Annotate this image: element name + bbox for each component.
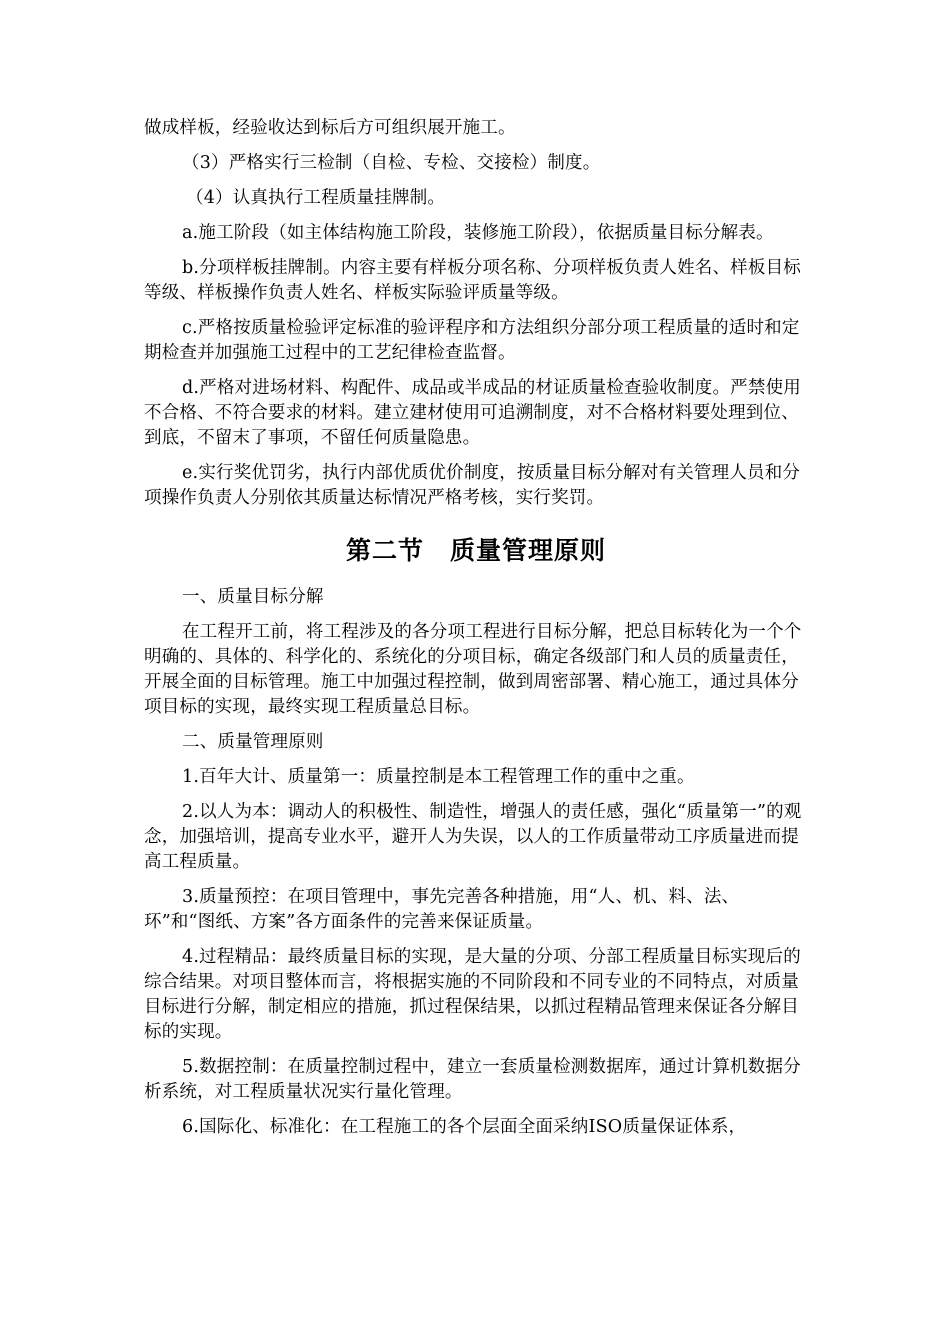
paragraph: b.分项样板挂牌制。内容主要有样板分项名称、分项样板负责人姓名、样板目标等级、样板操作负责人姓名、样板实际验评质量等级。 — [144, 258, 801, 303]
paragraph: 5.数据控制：在质量控制过程中，建立一套质量检测数据库，通过计算机数据分析系统，对工程质量状况实行量化管理。 — [144, 1057, 801, 1102]
paragraph: c.严格按质量检验评定标准的验评程序和方法组织分部分项工程质量的适时和定期检查并加强施工过程中的工艺纪律检查监督。 — [144, 318, 800, 363]
paragraph: 4.过程精品：最终质量目标的实现，是大量的分项、分部工程质量目标实现后的综合结果。对项目整体而言，将根据实施的不同阶段和不同专业的不同特点，对质量目标进行分解，制定相应的措施，抓过程保结果，以抓过程精品管理来保证各分解目标的实现。 — [144, 947, 801, 1042]
subheading: 一、质量目标分解 — [182, 587, 324, 607]
section-heading: 第二节 质量管理原则 — [345, 536, 606, 565]
paragraph: 做成样板，经验收达到标后方可组织展开施工。 — [144, 118, 516, 138]
subheading: 二、质量管理原则 — [182, 732, 324, 752]
paragraph: （3）严格实行三检制（自检、专检、交接检）制度。 — [182, 153, 601, 173]
paragraph: 2.以人为本：调动人的积极性、制造性，增强人的责任感，强化“质量第一”的观念，加强培训，提高专业水平，避开人为失误，以人的工作质量带动工序质量进而提高工程质量。 — [144, 802, 802, 872]
paragraph: d.严格对进场材料、构配件、成品或半成品的材证质量检查验收制度。严禁使用不合格、不符合要求的材料。建立建材使用可追溯制度，对不合格材料要处理到位、到底，不留末了事项，不留任何质量隐患。 — [144, 378, 801, 448]
paragraph: （4）认真执行工程质量挂牌制。 — [186, 188, 446, 208]
paragraph: 1.百年大计、质量第一：质量控制是本工程管理工作的重中之重。 — [182, 767, 695, 787]
paragraph: 在工程开工前，将工程涉及的各分项工程进行目标分解，把总目标转化为一个个明确的、具体的、科学化的、系统化的分项目标，确定各级部门和人员的质量责任，开展全面的目标管理。施工中加强过程控制，做到周密部署、精心施工，通过具体分项目标的实现，最终实现工程质量总目标。 — [144, 622, 802, 717]
paragraph: 3.质量预控：在项目管理中，事先完善各种措施，用“人、机、料、法、环”和“图纸、方案”各方面条件的完善来保证质量。 — [144, 887, 740, 932]
paragraph: 6.国际化、标准化：在工程施工的各个层面全面采纳ISO质量保证体系， — [182, 1117, 747, 1137]
paragraph: a.施工阶段（如主体结构施工阶段，装修施工阶段），依据质量目标分解表。 — [182, 223, 774, 243]
paragraph: e.实行奖优罚劣，执行内部优质优价制度，按质量目标分解对有关管理人员和分项操作负责人分别依其质量达标情况严格考核，实行奖罚。 — [144, 463, 801, 508]
